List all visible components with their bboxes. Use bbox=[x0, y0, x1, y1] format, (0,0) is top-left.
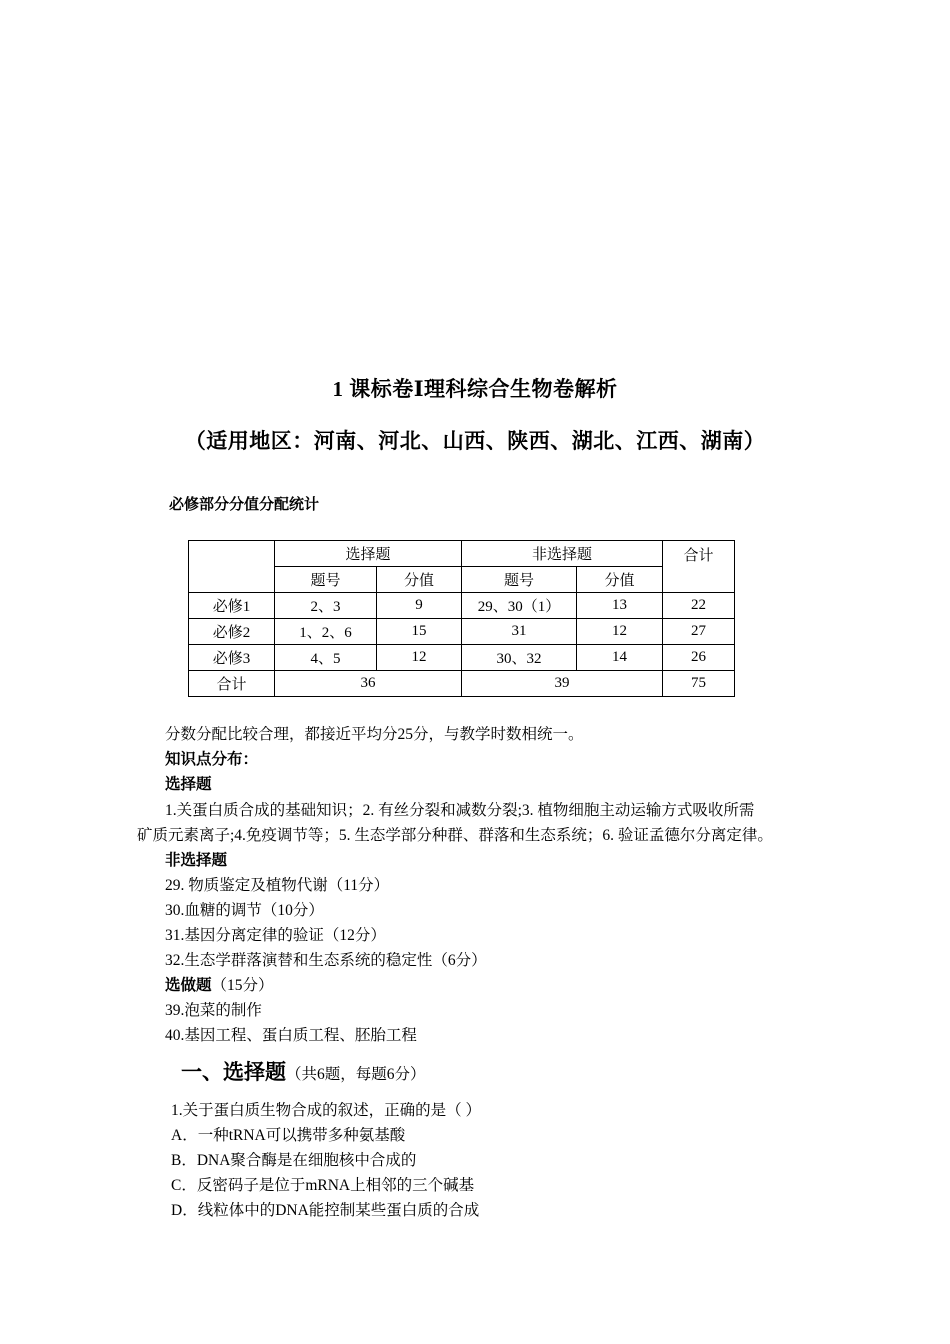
document-title: 1 课标卷Ⅰ理科综合生物卷解析 bbox=[332, 377, 618, 401]
option-c: C．反密码子是位于mRNA上相邻的三个碱基 bbox=[171, 1177, 475, 1194]
header-choice-score: 分值 bbox=[377, 567, 462, 593]
question-stem: 1.关于蛋白质生物合成的叙述，正确的是（ ） bbox=[171, 1102, 482, 1119]
cell-total: 27 bbox=[663, 619, 735, 645]
document-subtitle: （适用地区：河南、河北、山西、陕西、湖北、江西、湖南） bbox=[184, 429, 766, 453]
table-header-row bbox=[189, 541, 735, 567]
nonchoice-item: 31.基因分离定律的验证（12分） bbox=[165, 927, 386, 944]
elective-item: 39.泡菜的制作 bbox=[165, 1002, 262, 1019]
header-total: 合计 bbox=[663, 541, 735, 593]
table-sum-row bbox=[189, 671, 735, 697]
score-distribution-table bbox=[188, 540, 735, 697]
row-label: 必修2 bbox=[189, 619, 275, 645]
sum-choice: 36 bbox=[275, 671, 462, 697]
cell-choice-score: 9 bbox=[377, 593, 462, 619]
sum-nonchoice: 39 bbox=[462, 671, 663, 697]
cell-nonchoice-qno: 29、30（1） bbox=[462, 593, 577, 619]
section-heading: 必修部分分值分配统计 bbox=[169, 497, 320, 513]
header-nonchoice: 非选择题 bbox=[462, 541, 663, 567]
cell-nonchoice-score: 14 bbox=[577, 645, 663, 671]
nonchoice-item: 29. 物质鉴定及植物代谢（11分） bbox=[165, 877, 390, 894]
sum-label: 合计 bbox=[189, 671, 275, 697]
option-b: B．DNA聚合酶是在细胞核中合成的 bbox=[171, 1152, 417, 1169]
choice-heading: 选择题 bbox=[165, 776, 212, 793]
cell-choice-score: 12 bbox=[377, 645, 462, 671]
choice-topics-line-2: 矿质元素离子;4.免疫调节等；5. 生态学部分种群、群落和生态系统；6. 验证孟德尔分离定律。 bbox=[137, 827, 773, 844]
cell-nonchoice-score: 12 bbox=[577, 619, 663, 645]
nonchoice-item: 32.生态学群落演替和生态系统的稳定性（6分） bbox=[165, 952, 487, 969]
row-label: 必修3 bbox=[189, 645, 275, 671]
cell-choice-qno: 4、5 bbox=[275, 645, 377, 671]
part-one-note: （共6题，每题6分） bbox=[286, 1066, 426, 1083]
cell-nonchoice-qno: 30、32 bbox=[462, 645, 577, 671]
sum-total: 75 bbox=[663, 671, 735, 697]
option-a: A．一种tRNA可以携带多种氨基酸 bbox=[171, 1127, 406, 1144]
option-d: D．线粒体中的DNA能控制某些蛋白质的合成 bbox=[171, 1202, 480, 1219]
nonchoice-item: 30.血糖的调节（10分） bbox=[165, 902, 324, 919]
cell-nonchoice-qno: 31 bbox=[462, 619, 577, 645]
header-choice: 选择题 bbox=[275, 541, 462, 567]
cell-total: 22 bbox=[663, 593, 735, 619]
elective-item: 40.基因工程、蛋白质工程、胚胎工程 bbox=[165, 1027, 417, 1044]
cell-choice-score: 15 bbox=[377, 619, 462, 645]
header-nonchoice-qno: 题号 bbox=[462, 567, 577, 593]
table-row bbox=[189, 619, 735, 645]
header-choice-qno: 题号 bbox=[275, 567, 377, 593]
summary-text: 分数分配比较合理，都接近平均分25分，与教学时数相统一。 bbox=[165, 726, 584, 743]
nonchoice-heading: 非选择题 bbox=[165, 852, 228, 869]
row-label: 必修1 bbox=[189, 593, 275, 619]
table-row bbox=[189, 593, 735, 619]
part-one-heading: 一、选择题 bbox=[181, 1060, 286, 1084]
cell-total: 26 bbox=[663, 645, 735, 671]
cell-choice-qno: 1、2、6 bbox=[275, 619, 377, 645]
choice-topics-line-1: 1.关蛋白质合成的基础知识；2. 有丝分裂和减数分裂;3. 植物细胞主动运输方式吸收所需 bbox=[165, 802, 755, 819]
cell-choice-qno: 2、3 bbox=[275, 593, 377, 619]
table-corner-cell bbox=[189, 541, 275, 593]
header-nonchoice-score: 分值 bbox=[577, 567, 663, 593]
cell-nonchoice-score: 13 bbox=[577, 593, 663, 619]
part-one-title bbox=[181, 1056, 426, 1086]
elective-heading: 选做题 bbox=[165, 977, 212, 994]
table-row bbox=[189, 645, 735, 671]
elective-score: （15分） bbox=[211, 977, 274, 994]
elective-heading-line bbox=[165, 973, 274, 995]
knowledge-heading: 知识点分布： bbox=[165, 751, 259, 768]
